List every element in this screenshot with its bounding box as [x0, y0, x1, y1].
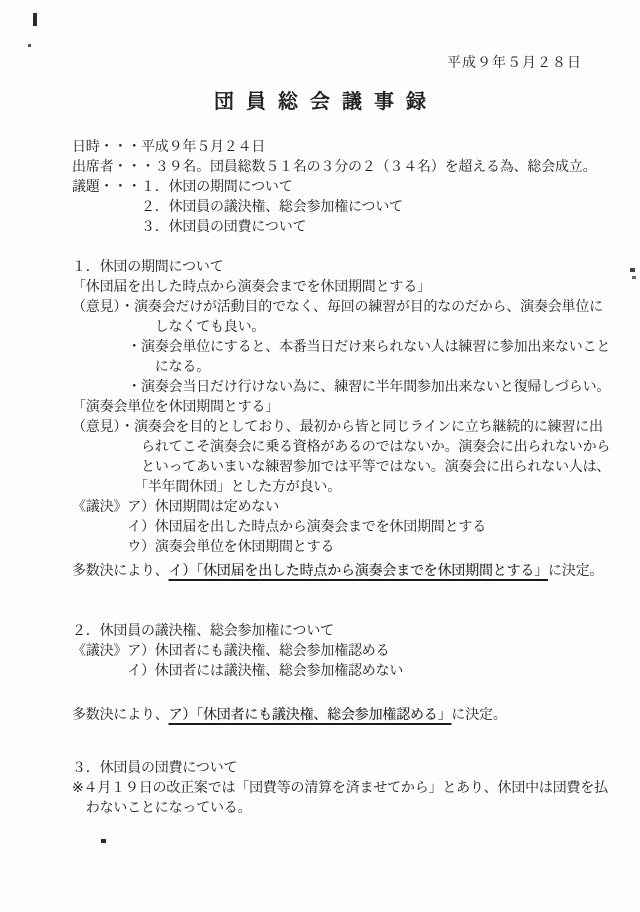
- section1-opinion2-line: られてこそ演奏会に乗る資格があるのではないか。演奏会に出られないから: [72, 438, 611, 454]
- section1-opinion1-line: ・演奏会当日だけ行けない為に、練習に半年間参加出来ないと復帰しづらい。: [72, 378, 611, 394]
- section1-vote-option: 《議決》ア）休団期間は定めない: [72, 498, 279, 514]
- section1-proposal-1: 「休団届を出した時点から演奏会までを休団期間とする」: [72, 278, 431, 294]
- decision-suffix: に決定。: [548, 562, 604, 578]
- section3-heading: ３．休団員の団費について: [72, 759, 238, 775]
- line-attendees: 出席者・・・３９名。団員総数５１名の３分の２（３４名）を超える為、総会成立。: [72, 158, 597, 174]
- scan-artifact-bottom-mark: [101, 839, 106, 843]
- section1-opinion2-line: （意見）・演奏会を目的としており、最初から皆と同じラインに立ち継続的に練習に出: [72, 418, 603, 434]
- section1-opinion2-line: といってあいまいな練習参加では平等ではない。演奏会に出られない人は、: [72, 458, 611, 474]
- section1-heading: １．休団の期間について: [72, 258, 224, 274]
- section1-vote-option: イ）休団届を出した時点から演奏会までを休団期間とする: [72, 518, 486, 534]
- section1-opinion1-line: ・演奏会単位にすると、本番当日だけ来られない人は練習に参加出来ないこと: [72, 338, 611, 354]
- section1-decision: [72, 560, 640, 580]
- section3-note-line: ※４月１９日の改正案では「団費等の清算を済ませてから」とあり、休団中は団費を払: [72, 779, 608, 795]
- document-title: 団員総会議事録: [214, 91, 438, 113]
- line-agenda-2: ２．休団員の議決権、総会参加権について: [72, 198, 403, 214]
- section3-note-line: わないことになっている。: [72, 799, 252, 815]
- section1-opinion1-line: （意見）・演奏会だけが活動目的でなく、毎回の練習が目的なのだから、演奏会単位に: [72, 298, 603, 314]
- decision-suffix: に決定。: [451, 706, 507, 722]
- section2-heading: ２．休団員の議決権、総会参加権について: [72, 622, 334, 638]
- decision-selected: イ）「休団届を出した時点から演奏会までを休団期間とする」: [168, 562, 549, 578]
- section1-opinion1-line: になる。: [72, 358, 210, 374]
- line-agenda-1: 議題・・・１．休団の期間について: [72, 178, 293, 194]
- section1-opinion1-line: しなくても良い。: [72, 318, 266, 334]
- section1-proposal-2: 「演奏会単位を休団期間とする」: [72, 398, 279, 414]
- section2-decision: [72, 704, 640, 724]
- decision-prefix: 多数決により、: [72, 562, 169, 578]
- decision-prefix: 多数決により、: [72, 706, 169, 722]
- document-date: 平成９年５月２８日: [447, 54, 582, 70]
- section1-opinion2-line: 「半年間休団」とした方が良い。: [72, 478, 341, 494]
- section2-vote-option: イ）休団者には議決権、総会参加権認めない: [72, 662, 404, 678]
- document-body: [0, 136, 640, 817]
- scan-artifact-top-dot: [28, 44, 31, 47]
- line-agenda-3: ３．休団員の団費について: [72, 218, 307, 234]
- line-datetime: 日時・・・平成９年５月２４日: [72, 138, 266, 154]
- section2-vote-option: 《議決》ア）休団者にも議決権、総会参加権認める: [72, 642, 390, 658]
- scan-artifact-right-speck: [632, 276, 636, 279]
- decision-selected: ア）「休団者にも議決権、総会参加権認める」: [168, 706, 452, 722]
- section1-vote-option: ウ）演奏会単位を休団期間とする: [72, 538, 335, 554]
- scan-artifact-top-line: [33, 13, 37, 26]
- scan-artifact-right-speck: [630, 268, 635, 272]
